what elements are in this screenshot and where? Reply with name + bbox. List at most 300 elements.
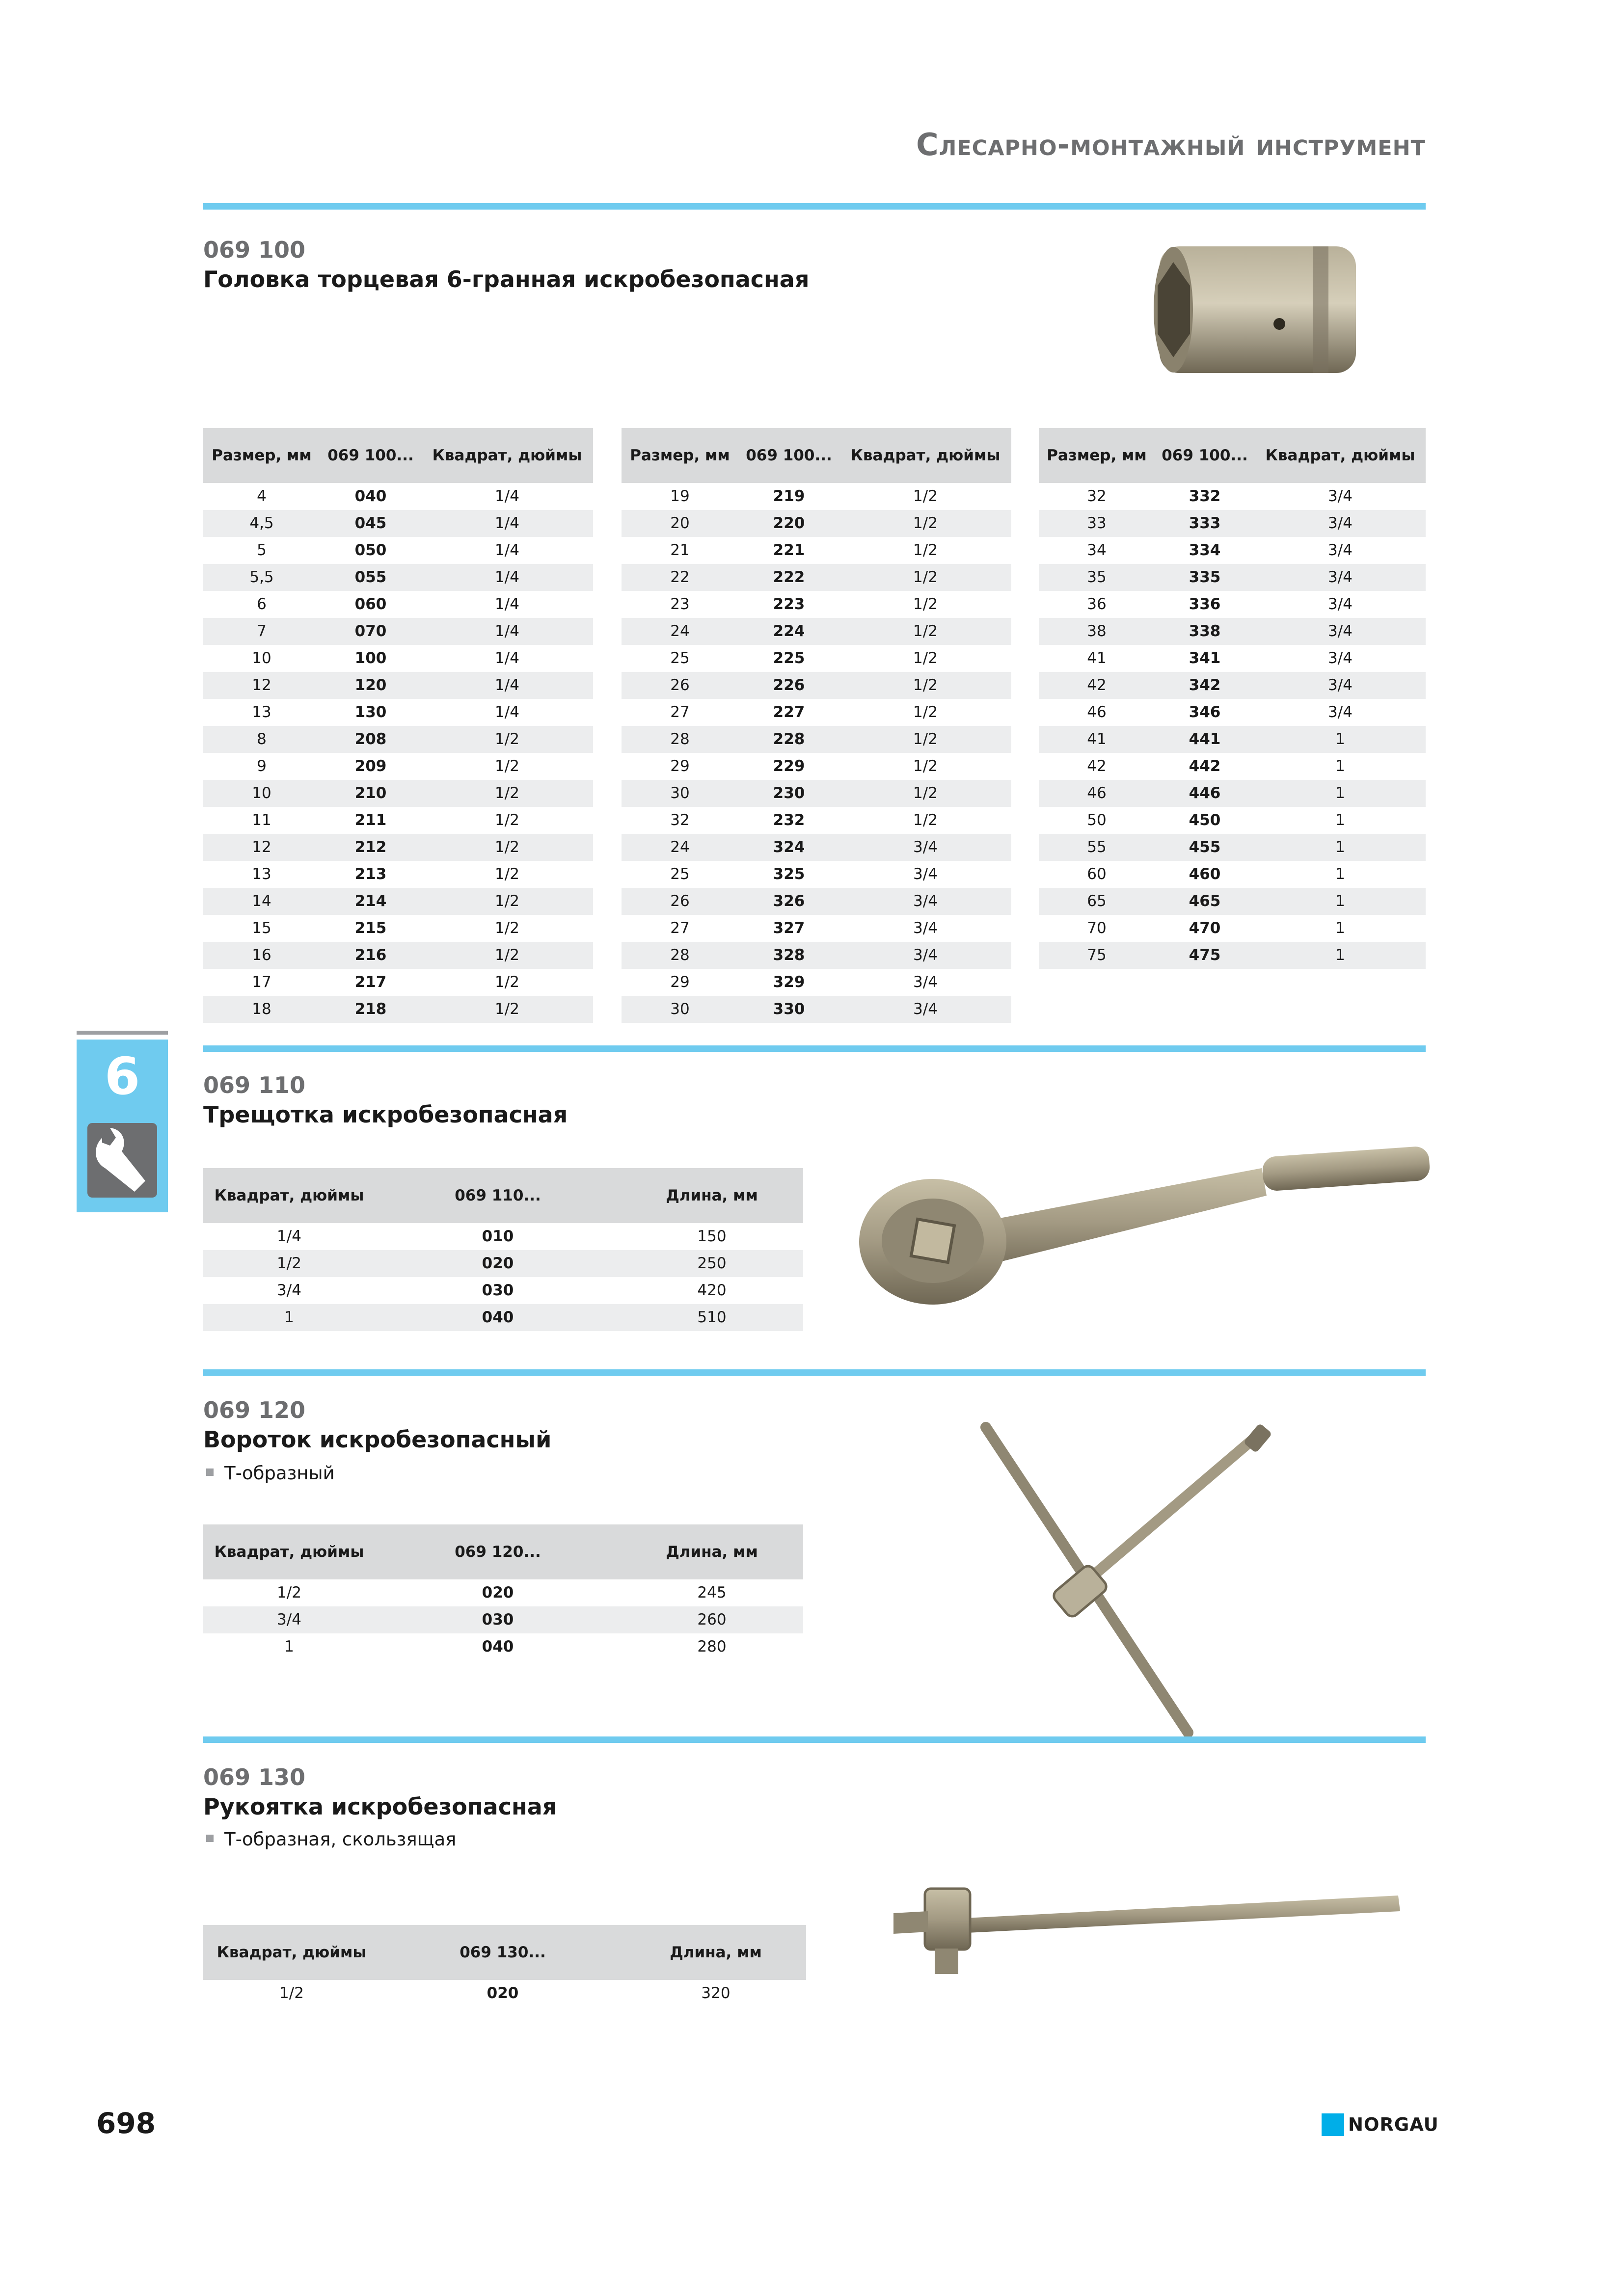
table-cell: 218 [320,996,421,1023]
table-cell: 16 [203,942,320,969]
table-cell: 420 [697,1281,727,1299]
table-cell: 1/2 [913,703,938,721]
table-cell: 208 [320,726,421,753]
table-cell: 1/4 [277,1228,301,1245]
table-row [1039,888,1426,915]
page-number: 698 [96,2107,156,2140]
table-row [622,834,1011,861]
table-cell: 1/2 [495,919,519,937]
table-row [203,1633,803,1660]
table-row [203,564,593,591]
table-cell: 150 [697,1228,727,1245]
table-row [1039,861,1426,888]
table-cell: 1 [1255,780,1426,807]
table-cell: 30 [622,996,738,1023]
column-header: Размер, мм [1039,428,1155,483]
table-cell: 1/4 [495,703,519,721]
table-cell: 217 [354,973,387,991]
divider-rule [203,1045,1426,1052]
table-row [622,996,1011,1023]
table-cell: 35 [1039,564,1155,591]
table-cell: 15 [252,919,271,937]
table-row [203,645,593,672]
table-cell: 5,5 [203,564,320,591]
table-cell: 229 [773,757,805,775]
table-row [1039,807,1426,834]
column-header: Квадрат, дюймы [203,1524,375,1579]
table-cell: 3/4 [839,942,1011,969]
table-row [622,483,1011,510]
table-row [203,510,593,537]
table-cell: 12 [203,672,320,699]
table-row [622,969,1011,996]
table-cell: 1/2 [495,865,519,883]
table-cell: 1/4 [421,672,593,699]
table-cell: 1/2 [839,726,1011,753]
table-cell: 1/2 [421,942,593,969]
table-cell: 70 [1087,919,1107,937]
table-cell: 1 [203,1304,375,1331]
product-title: Головка торцевая 6-гранная искробезопасная [203,266,810,293]
feature-bullet [206,1463,335,1484]
column-header: Размер, мм [203,428,320,483]
table-row [203,483,593,510]
table-cell: 3/4 [1255,564,1426,591]
table-cell: 329 [773,973,805,991]
table-cell: 130 [354,703,387,721]
product-code: 069 120 [203,1397,306,1423]
table-row [203,591,593,618]
table-cell: 045 [320,510,421,537]
table-row [203,1606,803,1633]
socket-head-image [1151,242,1362,378]
table-cell: 32 [670,811,690,829]
table-cell: 33 [1039,510,1155,537]
sliding-handle-table [203,1925,806,2007]
t-bar-image [972,1418,1286,1742]
table-cell: 335 [1155,564,1255,591]
table-cell: 245 [697,1584,727,1602]
table-cell: 100 [354,649,387,667]
table-cell: 1/4 [421,618,593,645]
table-cell: 1 [1255,888,1426,915]
table-cell: 1 [1335,865,1345,883]
table-row [1039,834,1426,861]
table-cell: 441 [1155,726,1255,753]
table-cell: 010 [482,1228,514,1245]
table-cell: 10 [203,780,320,807]
column-header: 069 130... [380,1925,625,1980]
table-row [622,564,1011,591]
table-cell: 27 [670,919,690,937]
table-cell: 42 [1087,757,1107,775]
table-row [622,915,1011,942]
table-cell: 50 [1087,811,1107,829]
table-cell: 22 [622,564,738,591]
table-cell: 040 [482,1638,514,1655]
table-cell: 34 [1087,541,1107,559]
specs-table-2 [622,428,1011,1023]
table-row [203,1980,806,2007]
table-cell: 25 [670,649,690,667]
table-row [203,780,593,807]
table-row [1039,699,1426,726]
table-row [622,888,1011,915]
table-cell: 020 [482,1584,514,1602]
tab-top-line [77,1031,168,1035]
column-header: Квадрат, дюймы [1255,428,1426,483]
table-cell: 040 [375,1304,621,1331]
table-cell: 21 [670,541,690,559]
table-row [1039,942,1426,969]
bullet-square-icon [206,1835,214,1842]
table-cell: 210 [320,780,421,807]
bullet-square-icon [206,1468,214,1476]
table-row [203,537,593,564]
table-cell: 1/2 [421,996,593,1023]
table-row [1039,483,1426,510]
table-cell: 214 [320,888,421,915]
table-row [622,645,1011,672]
table-cell: 18 [203,996,320,1023]
table-row [203,888,593,915]
chapter-number: 6 [104,1046,140,1106]
table-row [203,672,593,699]
table-cell: 1/2 [277,1584,301,1602]
table-row [203,834,593,861]
table-cell: 1/4 [495,487,519,505]
product-title: Рукоятка искробезопасная [203,1793,557,1820]
table-cell: 6 [257,595,267,613]
table-cell: 1/2 [421,834,593,861]
table-cell: 3/4 [913,865,938,883]
table-cell: 75 [1039,942,1155,969]
divider-rule [203,1736,1426,1743]
table-row [203,942,593,969]
table-row [1039,726,1426,753]
table-cell: 3/4 [839,996,1011,1023]
table-row [1039,618,1426,645]
table-row [622,753,1011,780]
brand-name: NORGAU [1348,2114,1439,2136]
table-cell: 12 [203,834,320,861]
table-cell: 1/4 [495,541,519,559]
table-cell: 1/2 [913,649,938,667]
brand-logo [1322,2113,1439,2138]
table-cell: 1/2 [279,1984,304,2002]
table-cell: 1/4 [495,649,519,667]
table-row [622,726,1011,753]
table-row [622,618,1011,645]
table-cell: 334 [1189,541,1221,559]
table-cell: 1 [284,1638,294,1655]
table-cell: 225 [773,649,805,667]
table-cell: 46 [1039,780,1155,807]
table-cell: 325 [773,865,805,883]
table-cell: 1/2 [839,780,1011,807]
table-cell: 3/4 [913,919,938,937]
table-cell: 28 [622,726,738,753]
sliding-handle-image [884,1860,1414,1988]
table-cell: 38 [1039,618,1155,645]
table-cell: 224 [738,618,839,645]
table-row [203,1223,803,1250]
table-cell: 4 [257,487,267,505]
table-cell: 10 [252,649,271,667]
table-cell: 330 [738,996,839,1023]
table-cell: 1/2 [839,510,1011,537]
table-row [203,753,593,780]
table-row [203,726,593,753]
table-cell: 32 [1087,487,1107,505]
t-bar-table [203,1524,803,1660]
table-row [1039,564,1426,591]
table-row [203,996,593,1023]
table-cell: 4,5 [203,510,320,537]
column-header: Квадрат, дюймы [839,428,1011,483]
table-cell: 11 [252,811,271,829]
table-cell: 3/4 [1255,510,1426,537]
table-cell: 120 [320,672,421,699]
table-cell: 3/4 [203,1606,375,1633]
table-cell: 1 [1335,919,1345,937]
table-cell: 3/4 [1255,672,1426,699]
table-cell: 17 [252,973,271,991]
table-cell: 336 [1189,595,1221,613]
column-header: Квадрат, дюймы [203,1925,380,1980]
table-cell: 1/2 [839,672,1011,699]
chapter-tab[interactable] [77,1040,168,1212]
table-cell: 55 [1039,834,1155,861]
table-row [1039,753,1426,780]
table-cell: 1/2 [913,811,938,829]
table-cell: 341 [1189,649,1221,667]
table-row [622,537,1011,564]
table-cell: 219 [773,487,805,505]
table-cell: 25 [670,865,690,883]
wrench-icon [87,1123,157,1198]
table-cell: 13 [252,703,271,721]
table-row [203,807,593,834]
table-cell: 055 [320,564,421,591]
table-cell: 29 [670,757,690,775]
table-cell: 475 [1155,942,1255,969]
feature-text: Т-образная, скользящая [224,1829,457,1850]
table-row [1039,591,1426,618]
table-cell: 41 [1087,649,1107,667]
table-cell: 3/4 [1328,487,1352,505]
table-cell: 470 [1189,919,1221,937]
table-row [1039,645,1426,672]
table-row [1039,915,1426,942]
table-cell: 1 [1255,942,1426,969]
product-code: 069 100 [203,237,306,263]
product-title: Трещотка искробезопасная [203,1101,568,1128]
table-cell: 19 [670,487,690,505]
product-code: 069 110 [203,1072,306,1098]
table-cell: 020 [375,1250,621,1277]
table-cell: 3/4 [839,888,1011,915]
table-cell: 223 [773,595,805,613]
table-cell: 1/2 [421,780,593,807]
column-header: 069 100... [320,428,421,483]
product-code: 069 130 [203,1764,306,1790]
table-cell: 3/4 [839,834,1011,861]
table-cell: 260 [621,1606,803,1633]
column-header: 069 120... [375,1524,621,1579]
specs-table-1 [203,428,593,1023]
table-cell: 213 [354,865,387,883]
table-cell: 5 [257,541,267,559]
table-cell: 324 [738,834,839,861]
table-cell: 3/4 [1328,595,1352,613]
table-cell: 030 [482,1281,514,1299]
table-cell: 1/2 [839,564,1011,591]
column-header: Размер, мм [622,428,738,483]
table-cell: 30 [622,780,738,807]
feature-text: Т-образный [224,1463,335,1484]
table-row [622,780,1011,807]
ratchet-image [854,1129,1443,1325]
table-cell: 1/4 [421,510,593,537]
table-row [622,942,1011,969]
table-cell: 23 [670,595,690,613]
table-cell: 320 [701,1984,730,2002]
table-cell: 1/4 [421,564,593,591]
column-header: Длина, мм [625,1925,806,1980]
table-cell: 1 [1335,811,1345,829]
table-cell: 1/2 [913,541,938,559]
table-cell: 36 [1087,595,1107,613]
table-cell: 280 [697,1638,727,1655]
column-header: 069 110... [375,1168,621,1223]
table-cell: 29 [670,973,690,991]
table-row [203,1277,803,1304]
table-cell: 1/2 [421,888,593,915]
table-row [622,861,1011,888]
table-cell: 20 [622,510,738,537]
table-cell: 27 [670,703,690,721]
table-cell: 070 [320,618,421,645]
table-row [1039,672,1426,699]
table-cell: 212 [320,834,421,861]
table-row [622,510,1011,537]
table-cell: 342 [1155,672,1255,699]
table-cell: 8 [203,726,320,753]
table-row [1039,537,1426,564]
table-cell: 13 [252,865,271,883]
table-row [203,861,593,888]
table-cell: 250 [621,1250,803,1277]
table-cell: 327 [773,919,805,937]
table-cell: 1 [1255,834,1426,861]
table-cell: 3/4 [277,1281,301,1299]
table-row [203,969,593,996]
table-cell: 209 [354,757,387,775]
table-cell: 26 [622,888,738,915]
table-row [203,915,593,942]
table-cell: 1/4 [495,595,519,613]
table-cell: 46 [1087,703,1107,721]
table-row [622,699,1011,726]
table-cell: 60 [1087,865,1107,883]
table-cell: 510 [621,1304,803,1331]
table-cell: 1/2 [913,595,938,613]
table-row [203,1304,803,1331]
table-cell: 1 [1255,726,1426,753]
table-cell: 040 [354,487,387,505]
table-cell: 220 [738,510,839,537]
table-cell: 346 [1189,703,1221,721]
table-cell: 326 [738,888,839,915]
table-cell: 3/4 [1328,541,1352,559]
table-cell: 1/2 [913,487,938,505]
table-cell: 3/4 [913,973,938,991]
table-cell: 020 [487,1984,519,2002]
table-cell: 228 [738,726,839,753]
table-cell: 41 [1039,726,1155,753]
table-cell: 65 [1039,888,1155,915]
table-cell: 227 [773,703,805,721]
table-row [203,618,593,645]
table-cell: 24 [622,618,738,645]
table-cell: 1/2 [421,726,593,753]
table-cell: 14 [203,888,320,915]
column-header: 069 100... [738,428,839,483]
table-cell: 465 [1155,888,1255,915]
table-cell: 221 [773,541,805,559]
column-header: Длина, мм [621,1168,803,1223]
table-row [622,591,1011,618]
table-cell: 26 [622,672,738,699]
column-header: Длина, мм [621,1524,803,1579]
table-cell: 222 [738,564,839,591]
table-cell: 3/4 [1328,649,1352,667]
table-cell: 230 [738,780,839,807]
table-row [1039,780,1426,807]
table-cell: 333 [1155,510,1255,537]
table-cell: 232 [773,811,805,829]
table-row [203,699,593,726]
table-cell: 1/2 [495,757,519,775]
table-cell: 1/2 [495,811,519,829]
table-cell: 24 [622,834,738,861]
table-cell: 211 [354,811,387,829]
table-cell: 216 [320,942,421,969]
table-cell: 1/2 [203,1250,375,1277]
table-cell: 3/4 [1328,703,1352,721]
brand-square-icon [1322,2113,1344,2136]
feature-bullet [206,1829,456,1850]
table-row [203,1250,803,1277]
table-row [1039,510,1426,537]
column-header: Квадрат, дюймы [421,428,593,483]
table-cell: 1 [1335,757,1345,775]
table-cell: 215 [354,919,387,937]
table-cell: 332 [1189,487,1221,505]
divider-rule [203,203,1426,210]
table-cell: 060 [354,595,387,613]
table-row [203,1579,803,1606]
table-cell: 1/2 [913,757,938,775]
table-cell: 328 [738,942,839,969]
table-row [622,672,1011,699]
table-cell: 460 [1189,865,1221,883]
specs-table-3 [1039,428,1426,969]
column-header: Квадрат, дюймы [203,1168,375,1223]
table-cell: 442 [1189,757,1221,775]
table-cell: 7 [203,618,320,645]
